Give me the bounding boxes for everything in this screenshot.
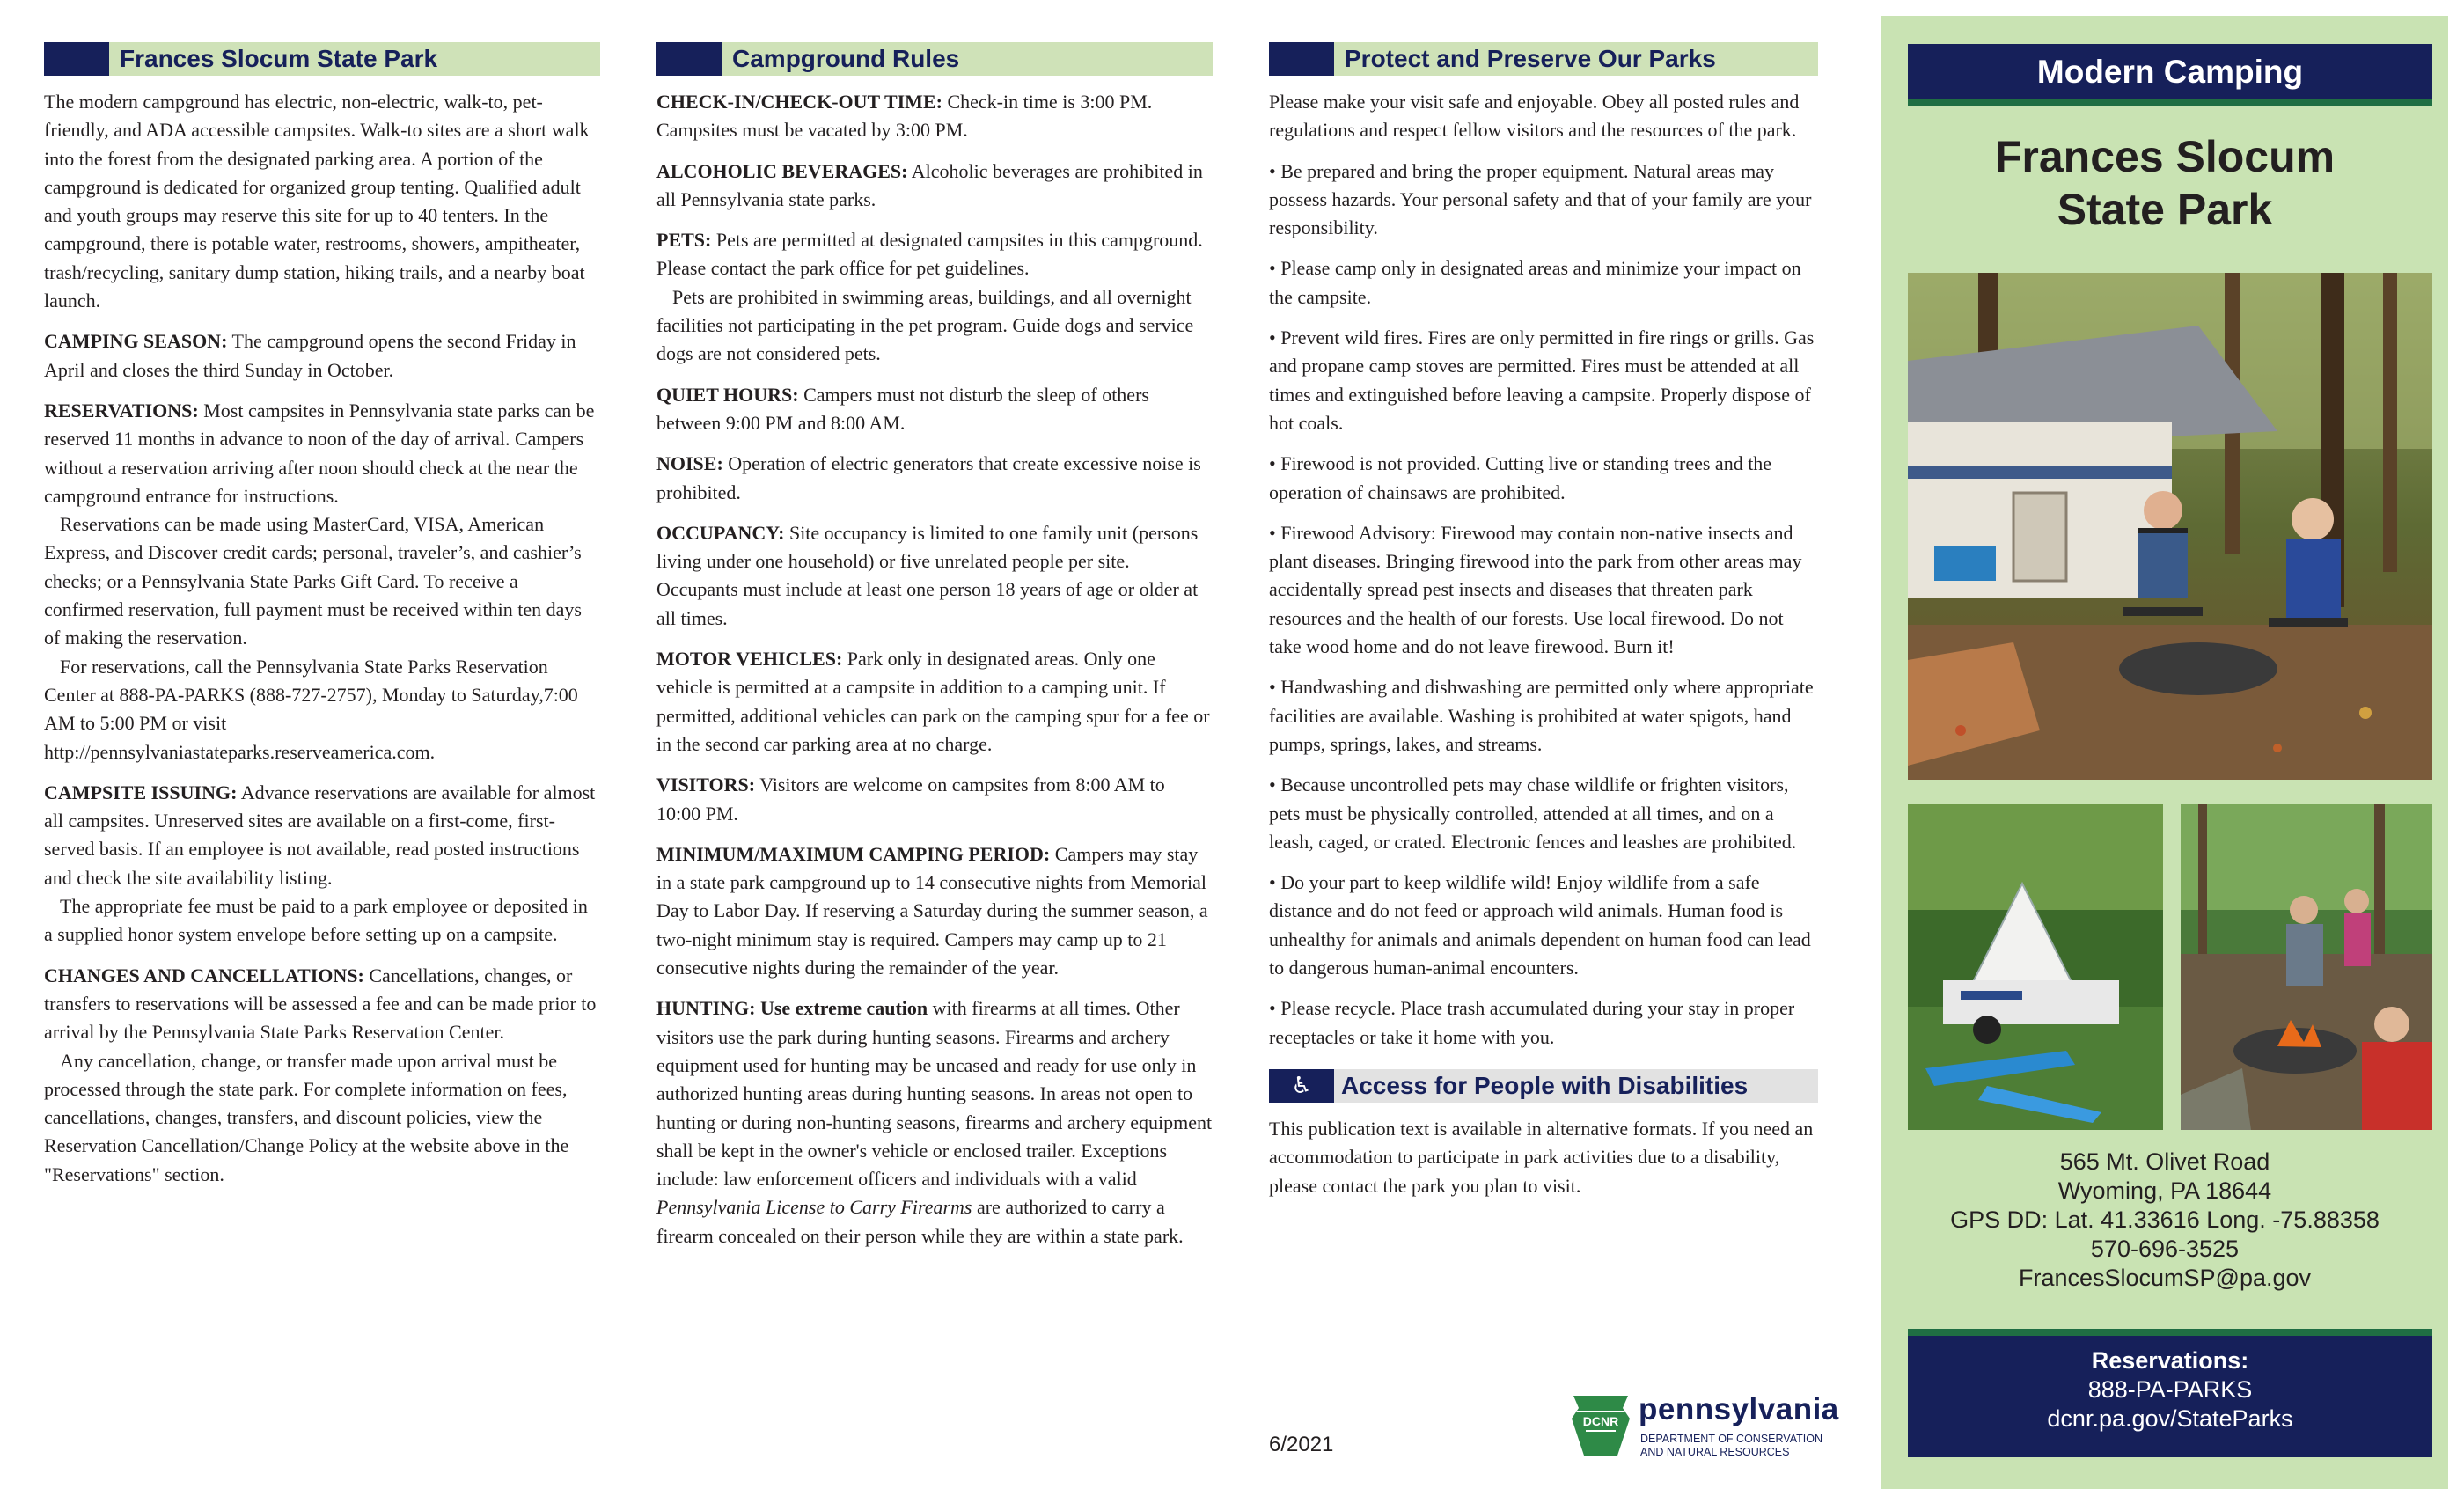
- rule-label: HUNTING:: [656, 997, 756, 1020]
- section-title: Campground Rules: [732, 45, 960, 72]
- banner-text: Modern Camping: [2036, 54, 2304, 90]
- trailer-kayak-photo: [1908, 804, 2163, 1130]
- quiet-hours-rule: [656, 381, 1213, 438]
- keystone-icon: [1568, 1392, 1633, 1459]
- hunting-license: Pennsylvania License to Carry Firearms: [656, 1196, 972, 1219]
- changes-text: Cancellations, changes, or transfers to reservations will be assessed a fee and can be made prior to arrival by the Pennsylvania State Parks Reservation Center.: [44, 964, 597, 1044]
- visitors-rule: [656, 771, 1213, 828]
- bullet-item: • Prevent wild fires. Fires are only permitted in fire rings or grills. Gas and propane camp stoves are permitted. Fires must be attended at all times and extinguished before leaving a campsite. Properly dispose of hot coals.: [1269, 326, 1815, 434]
- rule-text: Operation of electric generators that create excessive noise is prohibited.: [656, 452, 1201, 503]
- rule-label: VISITORS:: [656, 774, 756, 796]
- rule-label: MOTOR VEHICLES:: [656, 648, 843, 671]
- publication-date: 6/2021: [1269, 1433, 1334, 1456]
- motor-vehicles-rule: [656, 645, 1213, 759]
- season-label: CAMPING SEASON:: [44, 330, 228, 353]
- section-title: Frances Slocum State Park: [120, 45, 438, 72]
- bullet-item: • Firewood Advisory: Firewood may contain non-native insects and plant diseases. Bringing firewood into the park from other areas may accidentally spread pest insects and diseases that threaten park resources and the health of our forests. Use local firewood. Do not take wood home and do not leave firewood. Burn it!: [1269, 521, 1802, 658]
- changes-label: CHANGES AND CANCELLATIONS:: [44, 964, 364, 986]
- changes-paragraph: [44, 962, 600, 1047]
- camping-period-rule: [656, 840, 1213, 982]
- rule-text: Alcoholic beverages are prohibited in all Pennsylvania state parks.: [656, 159, 1203, 210]
- section-title: Access for People with Disabilities: [1341, 1071, 1749, 1099]
- reservations-box: [1908, 1329, 2432, 1457]
- access-body: [1269, 1115, 1818, 1200]
- issuing-label: CAMPSITE ISSUING:: [44, 781, 238, 803]
- park-title: [1881, 130, 2448, 236]
- rule-text: Visitors are welcome on campsites from 8:00 AM to 10:00 PM.: [656, 774, 1165, 825]
- pets-rule-continued: Pets are prohibited in swimming areas, buildings, and all overnight facilities not participating in the pet program. Guide dogs and service dogs are not considered pets.: [656, 285, 1194, 365]
- bullet-item: • Handwashing and dishwashing are permitted only where appropriate facilities are available. Washing is prohibited at water spigots, hand pumps, springs, lakes, and streams.: [1269, 676, 1814, 755]
- rules-body: [656, 88, 1213, 1250]
- campfire-family-photo: [2181, 804, 2432, 1130]
- protect-body: [1269, 88, 1818, 1052]
- header-bar: [656, 42, 722, 76]
- season-text: The campground opens the second Friday in April and closes the third Sunday in October.: [44, 330, 576, 381]
- rule-text: Campers must not disturb the sleep of others between 9:00 PM and 8:00 AM.: [656, 383, 1149, 434]
- issuing-text: Advance reservations are available for almost all campsites. Unreserved sites are available on a first-come, first-served basis. If an employee is not available, read posted instructions and check the site availability listing.: [44, 781, 596, 889]
- alcohol-rule: [656, 158, 1213, 215]
- reservations-heading: Reservations:: [2091, 1347, 2249, 1374]
- reservations-stripe: [1908, 1329, 2432, 1336]
- rule-text: Site occupancy is limited to one family unit (persons living under one household) or five unrelated people per site. Occupants must include at least one person 18 years of age or older at all times.: [656, 521, 1199, 629]
- reservations-paragraph: [44, 397, 600, 510]
- reservations-contact-paragraph: For reservations, call the Pennsylvania State Parks Reservation Center at 888-PA-PARKS (888-727-2757), Monday to Saturday,7:00 AM to 5:00 PM or visit http://pennsylvaniastateparks.reserveamerica.com.: [44, 655, 578, 763]
- logo-name: pennsylvania: [1639, 1392, 1839, 1426]
- modern-camping-banner: [1908, 44, 2432, 106]
- campsite-rv-photo: [1908, 273, 2432, 780]
- dept-line-2: AND NATURAL RESOURCES: [1640, 1446, 1790, 1458]
- rule-label: NOISE:: [656, 452, 723, 475]
- section-header-park: [44, 42, 600, 76]
- intro-paragraph: The modern campground has electric, non-electric, walk-to, pet-friendly, and ADA accessible campsites. Walk-to sites are a short walk into the forest from the designated parking area. A portion of the campground is dedicated for organized group tenting. Qualified adult and youth groups may reserve this site for up to 40 tenters. In the campground, there is potable water, restrooms, showers, ampitheater, trash/recycling, sanitary dump station, hiking trails, and a nearby boat launch.: [44, 91, 590, 312]
- section-header-rules: [656, 42, 1213, 76]
- bullet-item: • Firewood is not provided. Cutting live or standing trees and the operation of chainsaws are prohibited.: [1269, 452, 1772, 503]
- park-phone: 570-696-3525: [2090, 1236, 2240, 1262]
- rule-label: MINIMUM/MAXIMUM CAMPING PERIOD:: [656, 842, 1051, 865]
- header-bar: [44, 42, 109, 76]
- park-title-line-2: State Park: [2057, 185, 2273, 234]
- noise-rule: [656, 450, 1213, 507]
- logo-badge-text: DCNR: [1582, 1414, 1619, 1428]
- rule-text-tail: are authorized to carry a firearm concealed on their person while they are within a state park.: [656, 1196, 1184, 1247]
- bullet-item: • Be prepared and bring the proper equipment. Natural areas may possess hazards. Your personal safety and that of your family are your responsibility.: [1269, 159, 1812, 239]
- column-protect-parks: [1269, 42, 1818, 1213]
- header-bar: [1269, 42, 1334, 76]
- rule-text: Check-in time is 3:00 PM. Campsites must be vacated by 3:00 PM.: [656, 91, 1153, 142]
- park-contact-info: [1881, 1148, 2448, 1293]
- rule-label: QUIET HOURS:: [656, 383, 799, 406]
- column-park-info: [44, 42, 600, 1201]
- logo-department: [1640, 1433, 1822, 1459]
- rule-text: Campers may stay in a state park campground up to 14 consecutive nights from Memorial Day to Labor Day. If reserving a Saturday during the summer season, a two-night minimum stay is required. Campers may camp up to 21 consecutive nights during the remainder of the year.: [656, 842, 1208, 979]
- section-title: Protect and Preserve Our Parks: [1345, 45, 1716, 72]
- bullet-item: • Do your part to keep wildlife wild! Enjoy wildlife from a safe distance and do not feed or approach wild animals. Human food is unhealthy for animals and animals dependent on human food can lead to dangerous human-animal encounters.: [1269, 871, 1811, 979]
- section-header-access: [1269, 1069, 1818, 1103]
- rule-text: Park only in designated areas. Only one vehicle is permitted at a campsite in addition to a camping unit. If permitted, additional vehicles can park on the camping spur for a fee or in the second car parking area at no charge.: [656, 648, 1210, 755]
- issuing-paragraph: [44, 779, 600, 892]
- reservations-text: Most campsites in Pennsylvania state parks can be reserved 11 months in advance to noon of the day of arrival. Campers without a reservation arriving after noon should check at the near the campground entrance for instructions.: [44, 399, 595, 507]
- gps-coordinates: GPS DD: Lat. 41.33616 Long. -75.88358: [1950, 1206, 2380, 1233]
- dept-line-1: DEPARTMENT OF CONSERVATION: [1640, 1433, 1822, 1445]
- column-campground-rules: [656, 42, 1213, 1263]
- checkin-rule: [656, 88, 1213, 145]
- season-paragraph: [44, 327, 600, 385]
- issuing-fee-paragraph: The appropriate fee must be paid to a park employee or deposited in a supplied honor system envelope before setting up on a campsite.: [44, 895, 588, 946]
- address-line-2: Wyoming, PA 18644: [2057, 1177, 2272, 1204]
- reservations-phone: 888-PA-PARKS: [2087, 1376, 2253, 1403]
- hunting-caution: Use extreme caution: [755, 997, 928, 1020]
- access-paragraph: This publication text is available in alternative formats. If you need an accommodation to participate in park activities due to a disability, please contact the park you plan to visit.: [1269, 1117, 1814, 1197]
- rule-label: OCCUPANCY:: [656, 521, 785, 544]
- rule-label: CHECK-IN/CHECK-OUT TIME:: [656, 91, 942, 113]
- bullet-item: • Because uncontrolled pets may chase wildlife or frighten visitors, pets must be physically controlled, attended at all times, and on a leash, caged, or crated. Electronic fences and leashes are prohibited.: [1269, 774, 1797, 853]
- occupancy-rule: [656, 519, 1213, 633]
- dcnr-logo: [1568, 1392, 1839, 1463]
- changes-policy-paragraph: Any cancellation, change, or transfer made upon arrival must be processed through the state park. For complete information on fees, cancellations, changes, transfers, and discount policies, view the Reservation Cancellation/Change Policy at the website above in the "Reservations" section.: [44, 1049, 569, 1185]
- park-info-body: [44, 88, 600, 1189]
- hunting-rule: [656, 994, 1213, 1250]
- bullet-item: • Please camp only in designated areas and minimize your impact on the campsite.: [1269, 257, 1801, 308]
- rule-text: Pets are permitted at designated campsites in this campground. Please contact the park office for pet guidelines.: [656, 229, 1203, 280]
- bullet-item: • Please recycle. Place trash accumulated during your stay in proper receptacles or take it home with you.: [1269, 997, 1795, 1048]
- park-title-line-1: Frances Slocum: [1994, 132, 2336, 181]
- protect-intro: Please make your visit safe and enjoyable. Obey all posted rules and regulations and respect fellow visitors and the resources of the park.: [1269, 91, 1800, 142]
- rule-label: PETS:: [656, 229, 712, 252]
- park-email: FrancesSlocumSP@pa.gov: [2018, 1265, 2312, 1291]
- reservations-website: dcnr.pa.gov/StateParks: [2047, 1405, 2293, 1432]
- header-bar: [1269, 1069, 1334, 1103]
- reservations-label: RESERVATIONS:: [44, 399, 199, 422]
- cover-panel: [1881, 16, 2448, 1489]
- rule-text: with firearms at all times. Other visitors use the park during hunting seasons. Firearms and archery equipment used for hunting may be uncased and ready for use only in authorized hunting areas during hunting seasons. In areas not open to hunting or during non-hunting seasons, firearms and archery equipment shall be kept in the owner's vehicle or enclosed trailer. Exceptions include: law enforcement officers and individuals with a valid: [656, 997, 1213, 1191]
- banner-stripe: [1908, 99, 2432, 106]
- section-header-protect: [1269, 42, 1818, 76]
- pets-rule: [656, 226, 1213, 283]
- reservations-payment-paragraph: Reservations can be made using MasterCard, VISA, American Express, and Discover credit cards; personal, traveler’s, and cashier’s checks; or a Pennsylvania State Parks Gift Card. To receive a confirmed reservation, full payment must be received within ten days of making the reservation.: [44, 513, 582, 649]
- wheelchair-icon: ♿: [1291, 1072, 1312, 1099]
- rule-label: ALCOHOLIC BEVERAGES:: [656, 159, 908, 182]
- address-line-1: 565 Mt. Olivet Road: [2059, 1148, 2270, 1175]
